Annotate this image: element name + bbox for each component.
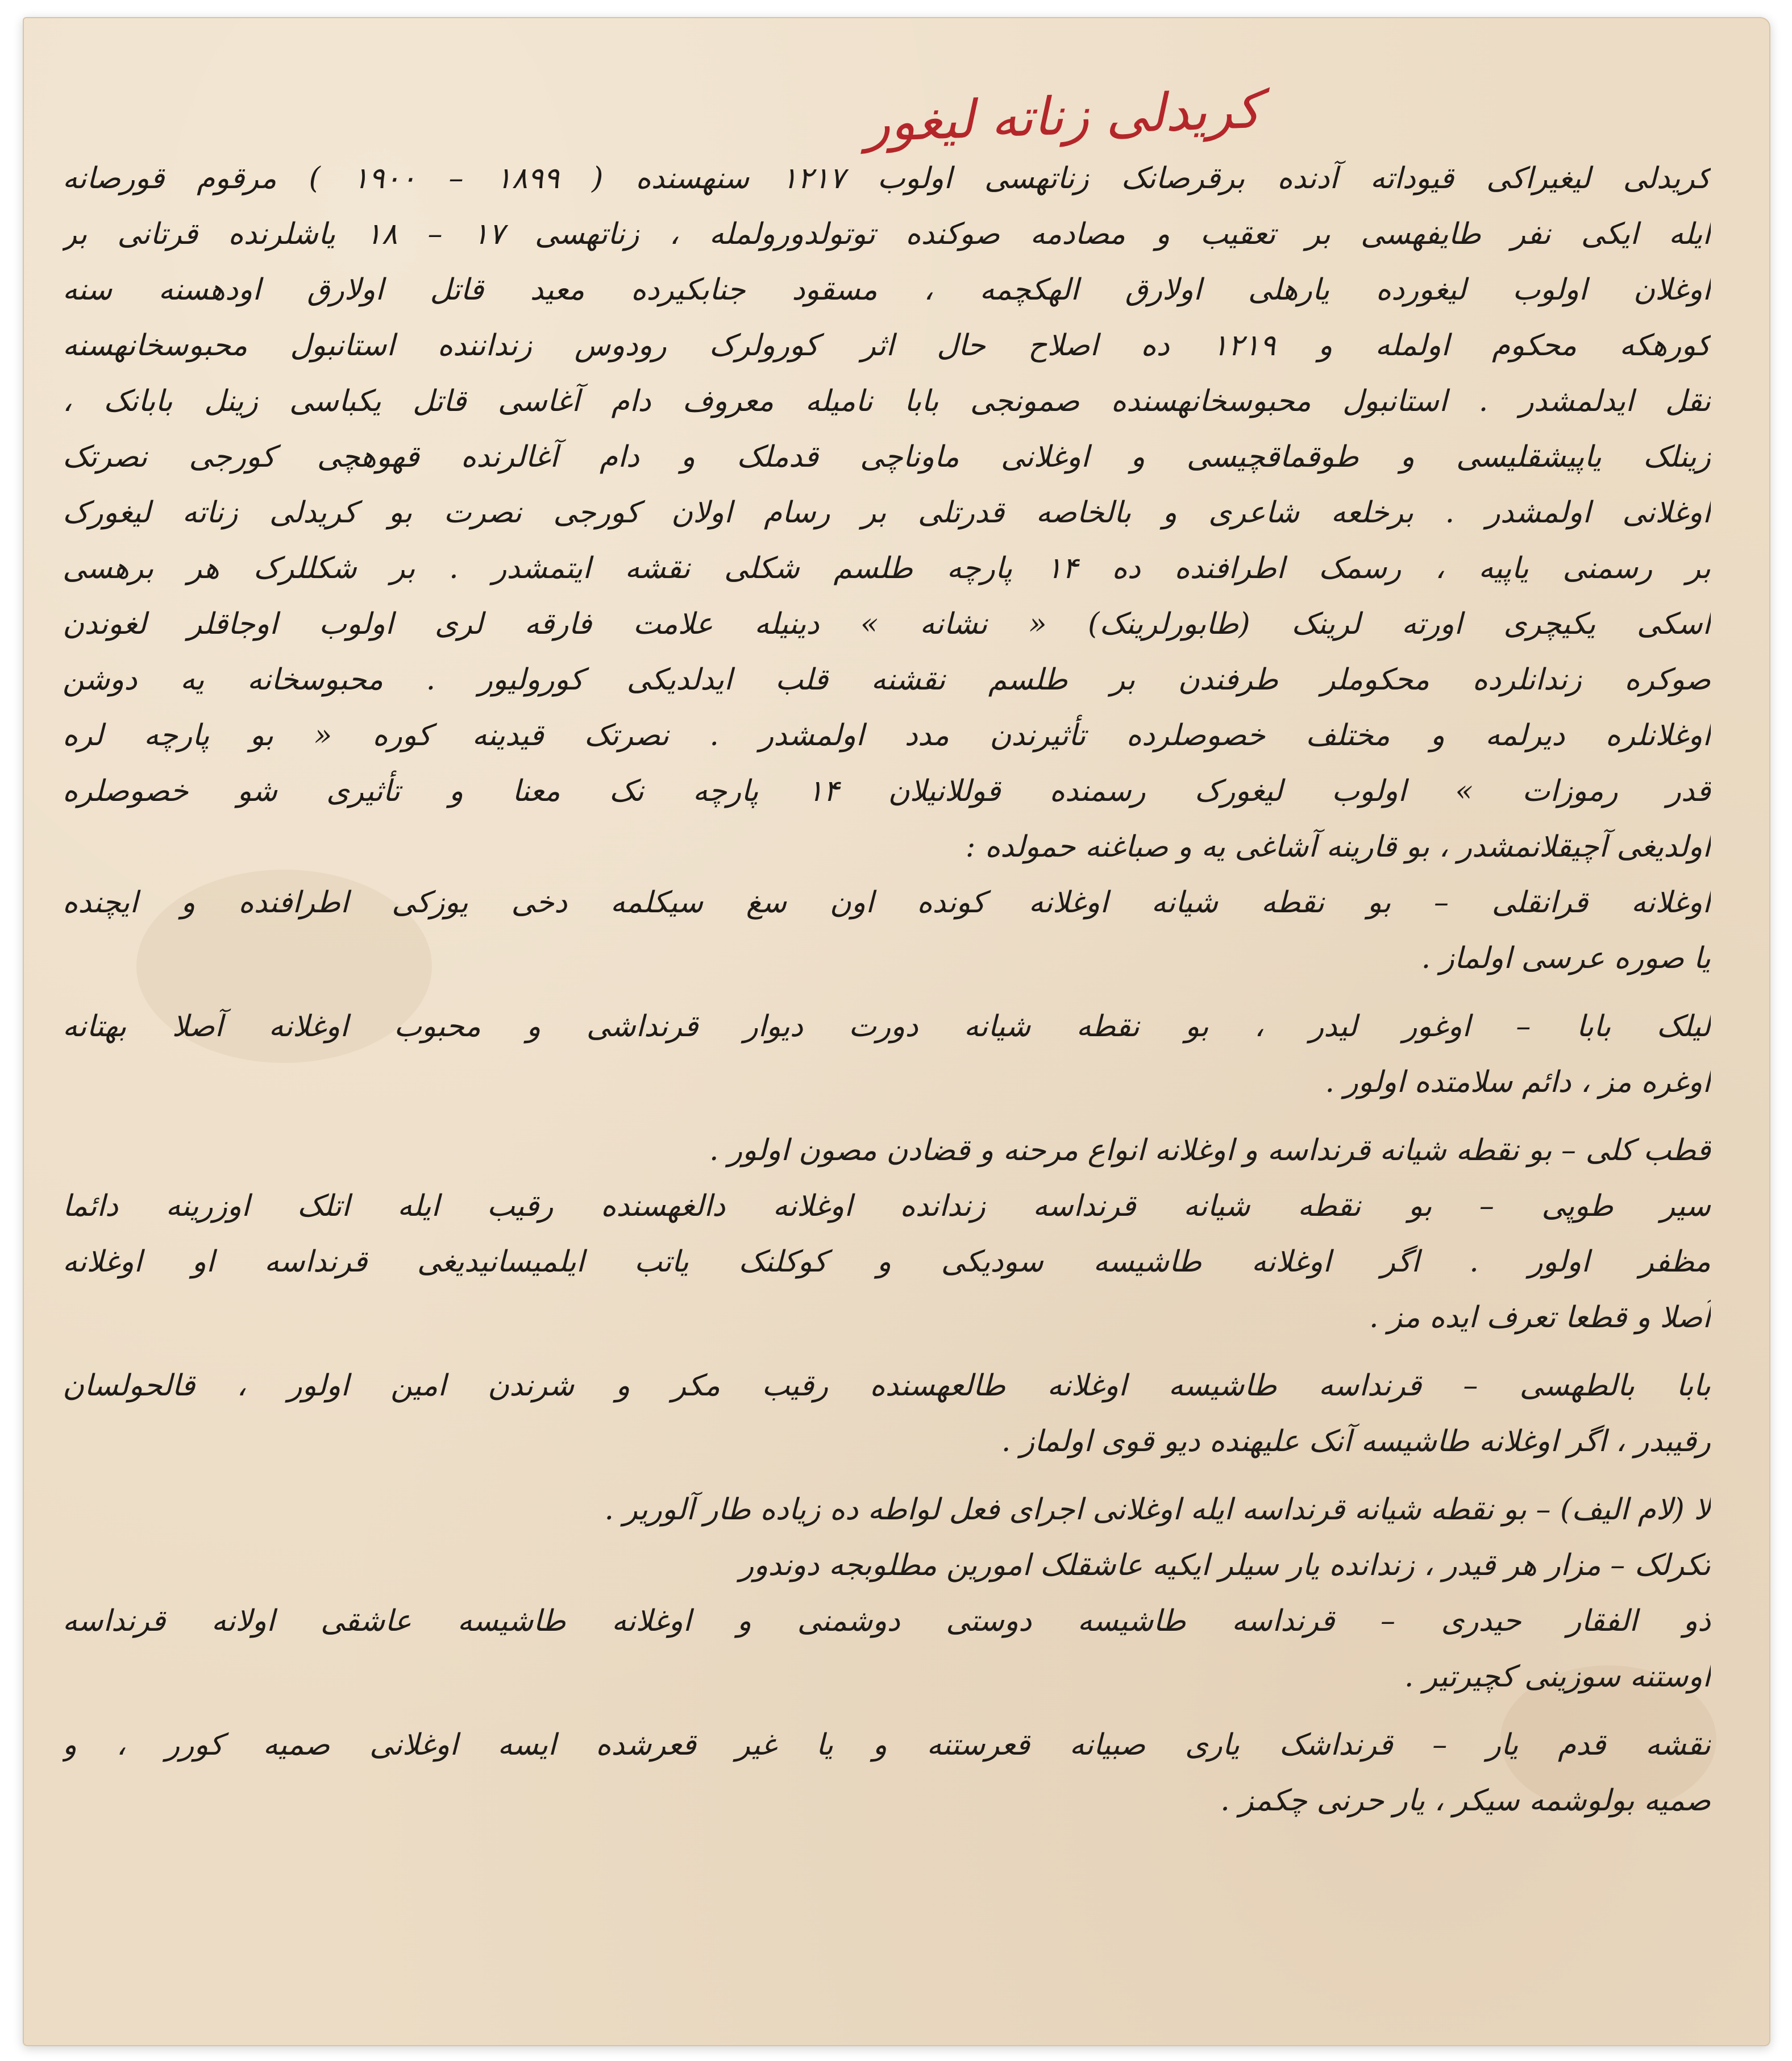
text-line: اوغلانلره دیرلمه و مختلف خصوصلرده تأثیرندن مدد اولمشدر . نصرتک قیدینه کوره « بو پارچه لره — [63, 718, 1711, 753]
text-line: نقل ایدلمشدر . استانبول محبوسخانهسنده صمونجی بابا نامیله معروف دام آغاسی قاتل یکباسی زینل بابانک ، — [63, 384, 1711, 418]
text-line: لیلک بابا – اوغور لیدر ، بو نقطه شیانه دورت دیوار قرنداشی و محبوب اوغلانه آصلا بهتانه — [63, 1009, 1711, 1044]
text-line: کریدلی لیغیراکی قیوداته آدنده برقرصانک زناتهسی اولوب ۱۲۱۷ سنهسنده ( ۱۸۹۹ – ۱۹۰۰ ) مرقوم قورصانه — [63, 161, 1711, 196]
document-title: کریدلی زناته لیغور — [863, 78, 1262, 154]
text-line: قدر رموزات » اولوب لیغورک رسمنده قوللانیلان ۱۴ پارچه نک معنا و تأثیری شو خصوصلره — [63, 774, 1711, 808]
text-line: مظفر اولور . اگر اوغلانه طاشیسه سودیکی و کوکلنک یاتب ایلمیسانیدیغی قرنداسه او اوغلانه — [63, 1245, 1711, 1279]
handwritten-text-body — [63, 151, 1711, 1992]
text-line: اوستنه سوزینی کچیرتیر . — [1404, 1660, 1711, 1694]
text-line: اسکی یکیچری اورته لرینک (طابورلرینک) « نشانه » دینیله علامت فارقه لری اولوب اوجاقلر لغوندن — [63, 607, 1711, 641]
text-line: اوغره مز ، دائم سلامتده اولور . — [1325, 1065, 1711, 1099]
text-line: نقشه قدم یار – قرنداشک یاری صبیانه قعرستنه و یا غیر قعرشده ایسه اوغلانی صمیه کورر ، و — [63, 1728, 1711, 1762]
text-line: ایله ایکی نفر طایفهسی بر تعقیب و مصادمه صوکنده توتولدورولمله ، زناتهسی ۱۷ – ۱۸ یاشلرنده قرتانی بر — [63, 217, 1711, 251]
text-line: تکرلک – مزار هر قیدر ، زندانده یار سیلر ایکیه عاشقلک امورین مطلوبجه دوندور — [739, 1548, 1711, 1582]
text-line: سیر طوپی – بو نقطه شیانه قرنداسه زندانده اوغلانه دالغهسنده رقیب ایله اتلک اوزرینه دائما — [63, 1189, 1711, 1223]
text-line: بابا بالطهسی – قرنداسه طاشیسه اوغلانه طالعهسنده رقیب مکر و شرندن امین اولور ، قالحولسان — [63, 1369, 1711, 1403]
text-line: قطب کلی – بو نقطه شیانه قرنداسه و اوغلانه انواع مرحنه و قضادن مصون اولور . — [709, 1133, 1711, 1167]
text-line: اوغلان اولوب لیغورده یارهلی اولارق الهکچمه ، مسقود جنابکیرده معید قاتل اولارق اودهسنه سنه — [63, 273, 1711, 307]
text-line: زینلک یاپیشقلیسی و طوقماقچیسی و اوغلانی ماوناچی قدملک و دام آغالرنده قهوهچی کورجی نصرتک — [63, 440, 1711, 474]
text-line: ذو الفقار حیدری – قرنداسه طاشیسه دوستی دوشمنی و اوغلانه طاشیسه عاشقی اولانه قرنداسه — [63, 1604, 1711, 1638]
text-line: رقیبدر ، اگر اوغلانه طاشیسه آنک علیهنده دیو قوی اولماز . — [1001, 1424, 1711, 1459]
text-line: اوغلانی اولمشدر . برخلعه شاعری و بالخاصه قدرتلی بر رسام اولان کورجی نصرت بو کریدلی زناته لیغورک — [63, 496, 1711, 530]
text-line: آصلا و قطعا تعرف ایده مز . — [1369, 1300, 1711, 1335]
text-line: یا صوره عرسی اولماز . — [1421, 941, 1711, 975]
text-line: صمیه بولوشمه سیکر ، یار حرنی چکمز . — [1220, 1784, 1711, 1818]
text-line: بر رسمنی یاپیه ، رسمک اطرافنده ده ۱۴ پارچه طلسم شکلی نقشه ایتمشدر . بر شکللرک هر برهسی — [63, 551, 1711, 585]
text-line: صوکره زندانلرده محکوملر طرفندن بر طلسم نقشنه قلب ایدلدیکی کورولیور . محبوسخانه یه دوشن — [63, 663, 1711, 697]
text-line: کورهکه محکوم اولمله و ۱۲۱۹ ده اصلاح حال اثر کورولرک رودوس زنداننده استانبول محبوسخانهسنه — [63, 329, 1711, 363]
text-line: لا (لام الیف) – بو نقطه شیانه قرنداسه ایله اوغلانی اجرای فعل لواطه ده زیاده طار آلوریر . — [604, 1493, 1711, 1527]
text-line: اوغلانه قرانقلی – بو نقطه شیانه اوغلانه کونده اون سغ سیکلمه دخی یوزکی اطرافنده و ایچنده — [63, 886, 1711, 920]
text-line: اولدیغی آچیقلانمشدر ، بو قارینه آشاغی یه و صباغنه حمولده : — [965, 830, 1711, 864]
